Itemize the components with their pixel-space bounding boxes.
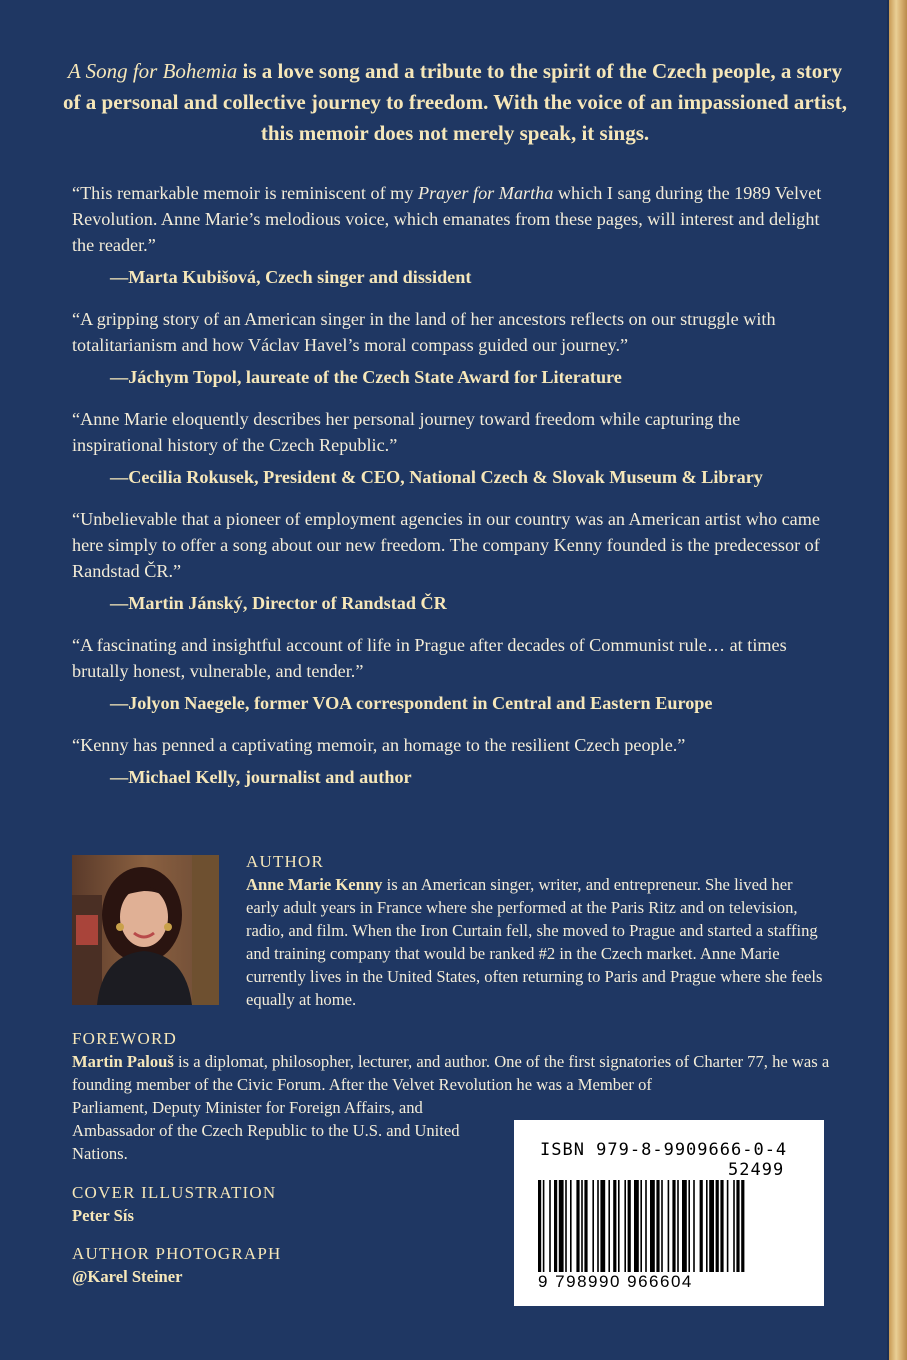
endorsement-attribution: —Marta Kubišová, Czech singer and dissident	[110, 267, 472, 287]
author-photograph-section	[72, 1243, 281, 1288]
barcode-bars	[538, 1180, 802, 1280]
endorsement	[72, 406, 832, 490]
endorsements	[72, 180, 832, 806]
spine-edge	[889, 0, 907, 1360]
endorsement-text: “This remarkable memoir is reminiscent of my Prayer for Martha which I sang during the 1989 Velvet Revolution. Anne Marie’s melodious voice, which emanates from these pages, will interest and delight the reader.”	[72, 183, 822, 255]
foreword-heading: FOREWORD	[72, 1029, 177, 1048]
endorsement-attribution: —Jáchym Topol, laureate of the Czech State Award for Literature	[110, 367, 622, 387]
foreword-bio: Martin Palouš is a diplomat, philosopher, lecturer, and author. One of the first signatories of Charter 77, he was a founding member of the Civic Forum. After the Velvet Revolution he was a Member of Parliament, Deputy Minister for Foreign Affairs, and Ambassador of the Czech Republic to the U.S. and United Nations.	[72, 1052, 830, 1163]
endorsement-attribution: —Cecilia Rokusek, President & CEO, National Czech & Slovak Museum & Library	[110, 467, 763, 487]
intro-text: is a love song and a tribute to the spirit of the Czech people, a story of a personal and collective journey to freedom. With the voice of an impassioned artist, this memoir does not merely speak, it sings.	[63, 59, 847, 145]
endorsement-attribution: —Jolyon Naegele, former VOA correspondent in Central and Eastern Europe	[110, 693, 713, 713]
foreword-author-name: Martin Palouš	[72, 1052, 174, 1071]
author-heading: AUTHOR	[246, 852, 325, 871]
endorsement-attribution: —Michael Kelly, journalist and author	[110, 767, 412, 787]
book-title: A Song for Bohemia	[67, 59, 238, 83]
endorsement-text: “Anne Marie eloquently describes her personal journey toward freedom while capturing the inspirational history of the Czech Republic.”	[72, 409, 741, 455]
endorsement-text: “Unbelievable that a pioneer of employment agencies in our country was an American artist who came here simply to offer a song about our new freedom. The company Kenny founded is the predecessor of Randstad ČR.”	[72, 509, 820, 581]
endorsement-text: “A gripping story of an American singer in the land of her ancestors reflects on our struggle with totalitarianism and how Václav Havel’s moral compass guided our journey.”	[72, 309, 776, 355]
photographer-credit: @Karel Steiner	[72, 1267, 183, 1286]
illustrator-name: Peter Sís	[72, 1206, 134, 1225]
endorsement	[72, 732, 832, 790]
author-section	[246, 851, 828, 1011]
endorsement	[72, 180, 832, 290]
endorsement	[72, 632, 832, 716]
endorsement-text: “A fascinating and insightful account of life in Prague after decades of Communist rule… at times brutally honest, vulnerable, and tender.”	[72, 635, 787, 681]
author-name: Anne Marie Kenny	[246, 875, 383, 894]
endorsement-text: “Kenny has penned a captivating memoir, an homage to the resilient Czech people.”	[72, 735, 686, 755]
author-bio: Anne Marie Kenny is an American singer, writer, and entrepreneur. She lived her early adult years in France where she performed at the Paris Ritz and on television, radio, and film. When the Iron Curtain fell, she moved to Prague and started a staffing and training company that would be ranked #2 in the Czech market. Anne Marie currently lives in the United States, often returning to Paris and Prague where she feels equally at home.	[246, 875, 823, 1009]
endorsement-attribution: —Martin Jánský, Director of Randstad ČR	[110, 593, 447, 613]
endorsement	[72, 506, 832, 616]
barcode-number: 9 798990 966604	[538, 1272, 696, 1292]
isbn-label: ISBN 979-8-9909666-0-4	[540, 1140, 788, 1160]
endorsement	[72, 306, 832, 390]
intro-blurb	[60, 56, 850, 149]
cover-illustration-heading: COVER ILLUSTRATION	[72, 1183, 277, 1202]
cover-illustration-section	[72, 1182, 276, 1227]
price-code: 52499	[728, 1160, 785, 1180]
author-photo	[72, 855, 219, 1005]
isbn-barcode	[514, 1120, 824, 1306]
song-title: Prayer for Martha	[417, 183, 554, 203]
spine-divider	[887, 0, 889, 1360]
author-photograph-heading: AUTHOR PHOTOGRAPH	[72, 1244, 282, 1263]
